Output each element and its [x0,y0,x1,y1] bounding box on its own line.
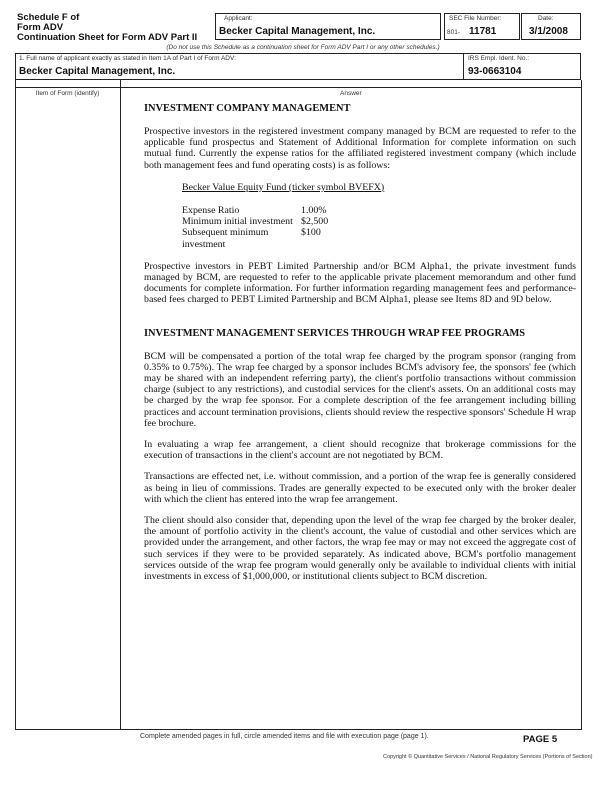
fund-row-value: 1.00% [301,205,327,217]
irs-label: IRS Empl. Ident. No.: [468,55,530,62]
full-name-label: 1. Full name of applicant exactly as stated in Item 1A of Part I of Form ADV: [19,55,236,62]
applicant-name: Becker Capital Management, Inc. [219,26,376,37]
section-title-wrap-fee: INVESTMENT MANAGEMENT SERVICES THROUGH WRAP FEE PROGRAMS [144,327,526,339]
fund-expense-table [182,205,328,250]
fund-row-label: Expense Ratio [182,205,240,217]
item-column-divider [120,80,121,730]
paragraph-wrap-compensation: BCM will be compensated a portion of the total wrap fee charged by the program sponsor (ranging from 0.35% to 0.75%). The wrap fee charged by a sponsor includes BCM's advisory fee, the sponsors' fee (which may be shared with an independent referring party), the client's portfolio transactions without commission charge (subject to any restrictions), and custodial services for the client's assets. On an additional costs may be charged by the wrap fee sponsor. For a complete description of the fee arrangement including billing practices and account termination provisions, clients should review the respective sponsors' Schedule H wrap fee brochure. [144,350,576,429]
sec-file-label: SEC File Number: [449,15,502,22]
applicant-box [215,13,441,40]
item-column-header: Item of Form (identify) [35,90,100,97]
irs-number: 93-0663104 [468,66,522,77]
section-title-investment-company: INVESTMENT COMPANY MANAGEMENT [144,103,351,114]
answer-content [144,103,576,582]
table-row [182,227,328,249]
sec-file-prefix: 801- [447,29,461,36]
full-name-value: Becker Capital Management, Inc. [19,66,176,77]
table-bottom-border [15,729,582,730]
date-box [521,13,581,40]
date-label: Date: [538,15,554,22]
form-line-schedule: Schedule F of [17,12,80,23]
paragraph-wrap-evaluation: In evaluating a wrap fee arrangement, a client should recognize that brokerage commissions for the execution of transactions in the client's account are not negotiated by BCM. [144,439,576,462]
form-line-continuation: Continuation Sheet for Form ADV Part II [17,32,198,43]
irs-box [463,53,581,80]
table-row [182,205,328,216]
fund-name: Becker Value Equity Fund (ticker symbol BVEFX) [182,181,385,193]
footer-instruction: Complete amended pages in full, circle amended items and file with execution page (page 1). [140,733,429,740]
fund-row-value: $100 [301,227,321,239]
paragraph-private-funds: Prospective investors in PEBT Limited Partnership and/or BCM Alpha1, the private investment funds managed by BCM, are requested to refer to the applicable private placement memorandum and other fund documents for complete information. For further information regarding management fees and performance-based fees charged to PEBT Limited Partnership and BCM Alpha1, please see Items 8D and 9D below. [144,260,576,306]
table-row [182,216,328,227]
left-border [15,80,16,730]
form-identifier [17,12,198,43]
applicant-label: Applicant: [224,15,253,22]
paragraph-wrap-costs: The client should also consider that, depending upon the level of the wrap fee charged by the broker dealer, the amount of portfolio activity in the client's account, the value of custodial and other services which are provided under the arrangement, and other factors, the wrap fee may or may not exceed the aggregate cost of such services if they were to be provided separately. As indicated above, BCM's portfolio management services outside of the wrap fee program would generally only be available to individual clients with initial investments in excess of $1,000,000, or institutional clients subject to BCM discretion. [144,515,576,583]
answer-header-divider [15,87,582,88]
sec-file-number: 11781 [469,26,497,37]
date-value: 3/1/2008 [529,26,568,37]
form-line-adv: Form ADV [17,22,64,33]
fund-row-value: $2,500 [301,216,329,228]
paragraph-transactions: Transactions are effected net, i.e. without commission, and a portion of the wrap fee is generally considered as being in lieu of commissions. Trades are generally expected to be executed only with the broker dealer with which the client has entered into the wrap fee arrangement. [144,471,576,505]
sec-file-box [444,13,520,40]
fund-row-label: Subsequent minimum investment [182,227,269,250]
fund-row-label: Minimum initial investment [182,216,293,228]
answer-column-header: Answer [340,90,362,97]
copyright-notice: Copyright © Quantitative Services / National Regulatory Services (Portions of Section) [383,754,593,760]
full-name-box [15,53,464,80]
usage-note: (Do not use this Schedule as a continuation sheet for Form ADV Part I or any other schedules.) [166,44,440,51]
page-number: PAGE 5 [523,734,558,745]
paragraph-fund-prospectus: Prospective investors in the registered investment company managed by BCM are requested to refer to the applicable fund prospectus and Statement of Additional Information for complete information on such mutual fund. Currently the expense ratios for the affiliated registered investment company (which include both management fees and fund operating costs) is as follows: [144,126,576,171]
right-border [581,80,582,730]
